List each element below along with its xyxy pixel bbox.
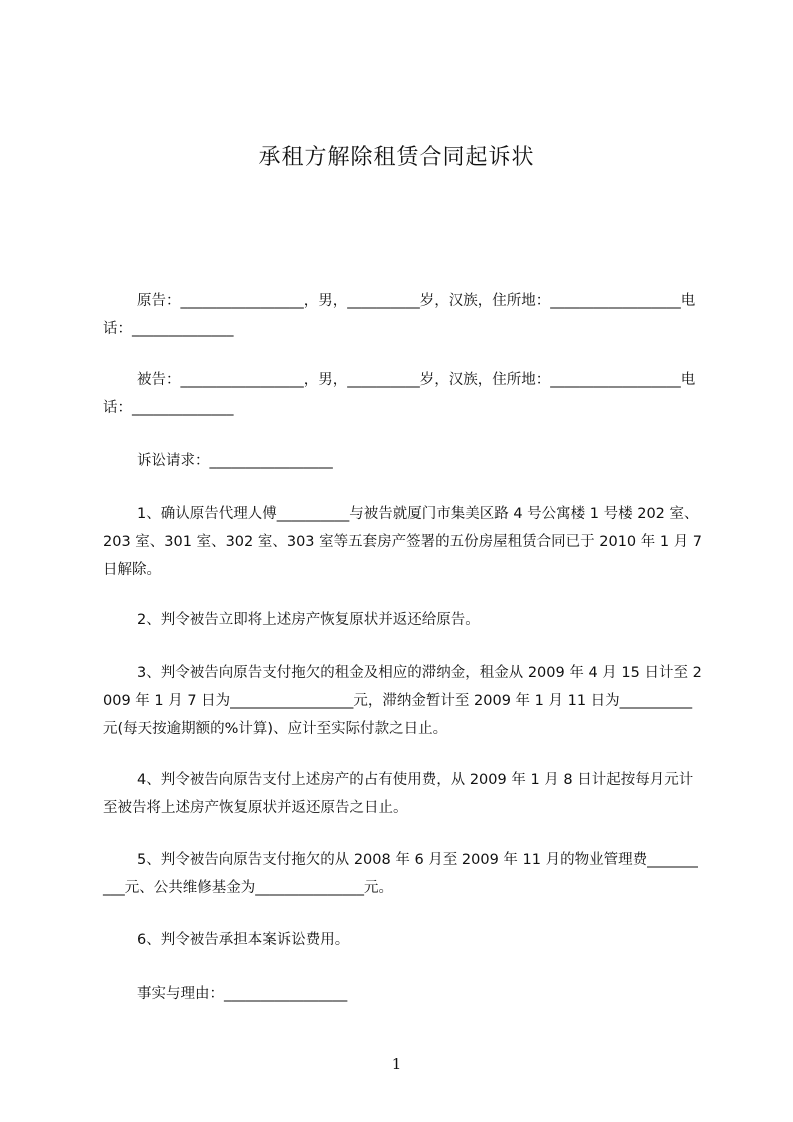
claim-4: 4、判令被告向原告支付上述房产的占有使用费，从 2009 年 1 月 8 日计起按每月元计至被告将上述房产恢复原状并返还原告之日止。: [103, 772, 694, 816]
claim-5: 5、判令被告向原告支付拖欠的从 2008 年 6 月至 2009 年 11 月的物业管理费__________元、公共维修基金为_______________元。: [103, 852, 698, 896]
claim-6: 6、判令被告承担本案诉讼费用。: [137, 932, 350, 948]
facts-heading: 事实与理由：_________________: [137, 986, 348, 1002]
claim-1: 1、确认原告代理人傅__________与被告就厦门市集美区路 4 号公寓楼 1 号楼 202 室、203 室、301 室、302 室、303 室等五套房产签署的五份房屋租赁合同已于 2010 年 1 月 7 日解除。: [103, 506, 707, 578]
document-title: 承租方解除租赁合同起诉状: [258, 145, 535, 170]
plaintiff-info: 原告：_________________，男，__________岁，汉族，住所地：__________________电话：______________: [103, 293, 696, 337]
page-number: 1: [391, 1055, 402, 1073]
claim-3: 3、判令被告向原告支付拖欠的租金及相应的滞纳金，租金从 2009 年 4 月 15 日计至 2009 年 1 月 7 日为_________________元，滞纳金暂计至 2009 年 1 月 11 日为__________元(每天按逾期额的%计算)、应计至实际付款之日止。: [103, 665, 702, 737]
defendant-info: 被告：_________________，男，__________岁，汉族，住所地：__________________电话：______________: [103, 372, 696, 416]
claim-2: 2、判令被告立即将上述房产恢复原状并返还给原告。: [137, 612, 480, 628]
claims-heading: 诉讼请求：_________________: [137, 453, 333, 469]
